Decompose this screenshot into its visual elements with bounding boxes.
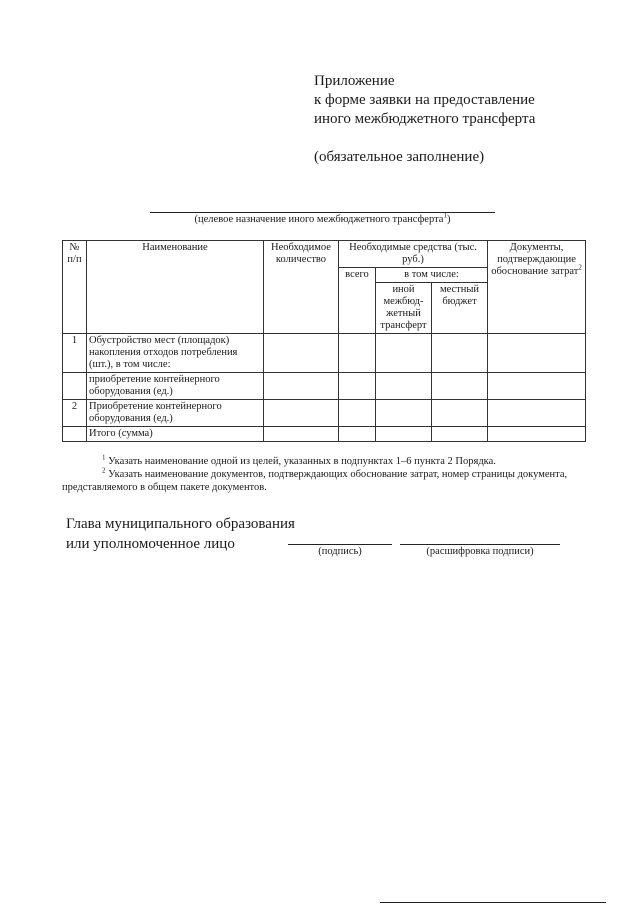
row-documents <box>488 427 586 442</box>
row-local <box>432 400 488 427</box>
row-num <box>63 373 87 400</box>
header-documents: Документы, подтверждающие обоснование затрат$^2$ <box>488 241 586 334</box>
row-local <box>432 427 488 442</box>
footnote-ref-1: 1 <box>443 211 447 220</box>
decoding-caption: (расшифровка подписи) <box>426 546 534 557</box>
header-name: Наименование <box>87 241 264 334</box>
header-funds-total: всего <box>339 268 376 334</box>
header-funds-interbudget: иной межбюд-жетный трансферт <box>376 283 432 334</box>
appendix-line-3: иного межбюджетного трансферта <box>314 111 536 127</box>
purpose-caption: (целевое назначение иного межбюджетного трансферта$^1$) <box>194 211 451 225</box>
row-interbudget <box>376 427 432 442</box>
decoding-fill-line <box>400 544 560 545</box>
bottom-rule <box>380 902 606 903</box>
expense-table <box>62 240 586 442</box>
row-interbudget <box>376 373 432 400</box>
signature-caption: (подпись) <box>318 546 362 557</box>
footnote-ref-2: 2 <box>578 263 582 272</box>
row-name: Обустройство мест (площадок) накопления отходов потребления (шт.), в том числе: <box>87 334 264 373</box>
mandatory-note: (обязательное заполнение) <box>314 149 485 165</box>
signature-fill-line <box>288 544 392 545</box>
row-documents <box>488 373 586 400</box>
row-local <box>432 334 488 373</box>
footnote-1: $^1$ Указать наименование одной из целей, указанных в подпунктах 1–6 пункта 2 Порядка. <box>102 453 496 467</box>
header-funds: Необходимые средства (тыс. руб.) <box>339 241 488 268</box>
row-total <box>339 334 376 373</box>
row-name: приобретение контейнерного оборудования (ед.) <box>87 373 264 400</box>
row-num: 1 <box>63 334 87 373</box>
table-row <box>63 373 586 400</box>
footnotes <box>62 455 582 494</box>
row-name: Итого (сумма) <box>87 427 264 442</box>
header-num: № п/п <box>63 241 87 334</box>
row-total <box>339 373 376 400</box>
table-row <box>63 334 586 373</box>
row-interbudget <box>376 334 432 373</box>
signatory-title: Глава муниципального образования или уполномоченное лицо <box>66 516 295 552</box>
row-num <box>63 427 87 442</box>
row-quantity <box>264 400 339 427</box>
appendix-line-1: Приложение <box>314 73 395 89</box>
row-interbudget <box>376 400 432 427</box>
row-local <box>432 373 488 400</box>
header-funds-local: местный бюджет <box>432 283 488 334</box>
row-total <box>339 400 376 427</box>
row-documents <box>488 400 586 427</box>
table-row-total <box>63 427 586 442</box>
appendix-header <box>314 72 535 167</box>
header-funds-including: в том числе: <box>376 268 488 283</box>
row-total <box>339 427 376 442</box>
row-quantity <box>264 427 339 442</box>
row-name: Приобретение контейнерного оборудования (ед.) <box>87 400 264 427</box>
header-quantity: Необходимое количество <box>264 241 339 334</box>
appendix-line-2: к форме заявки на предоставление <box>314 92 535 108</box>
row-quantity <box>264 373 339 400</box>
table-row <box>63 400 586 427</box>
row-num: 2 <box>63 400 87 427</box>
footnote-2: $^2$ Указать наименование документов, подтверждающих обоснование затрат, номер страницы документа, представляемого в общем пакете документов. <box>62 466 568 493</box>
row-documents <box>488 334 586 373</box>
row-quantity <box>264 334 339 373</box>
